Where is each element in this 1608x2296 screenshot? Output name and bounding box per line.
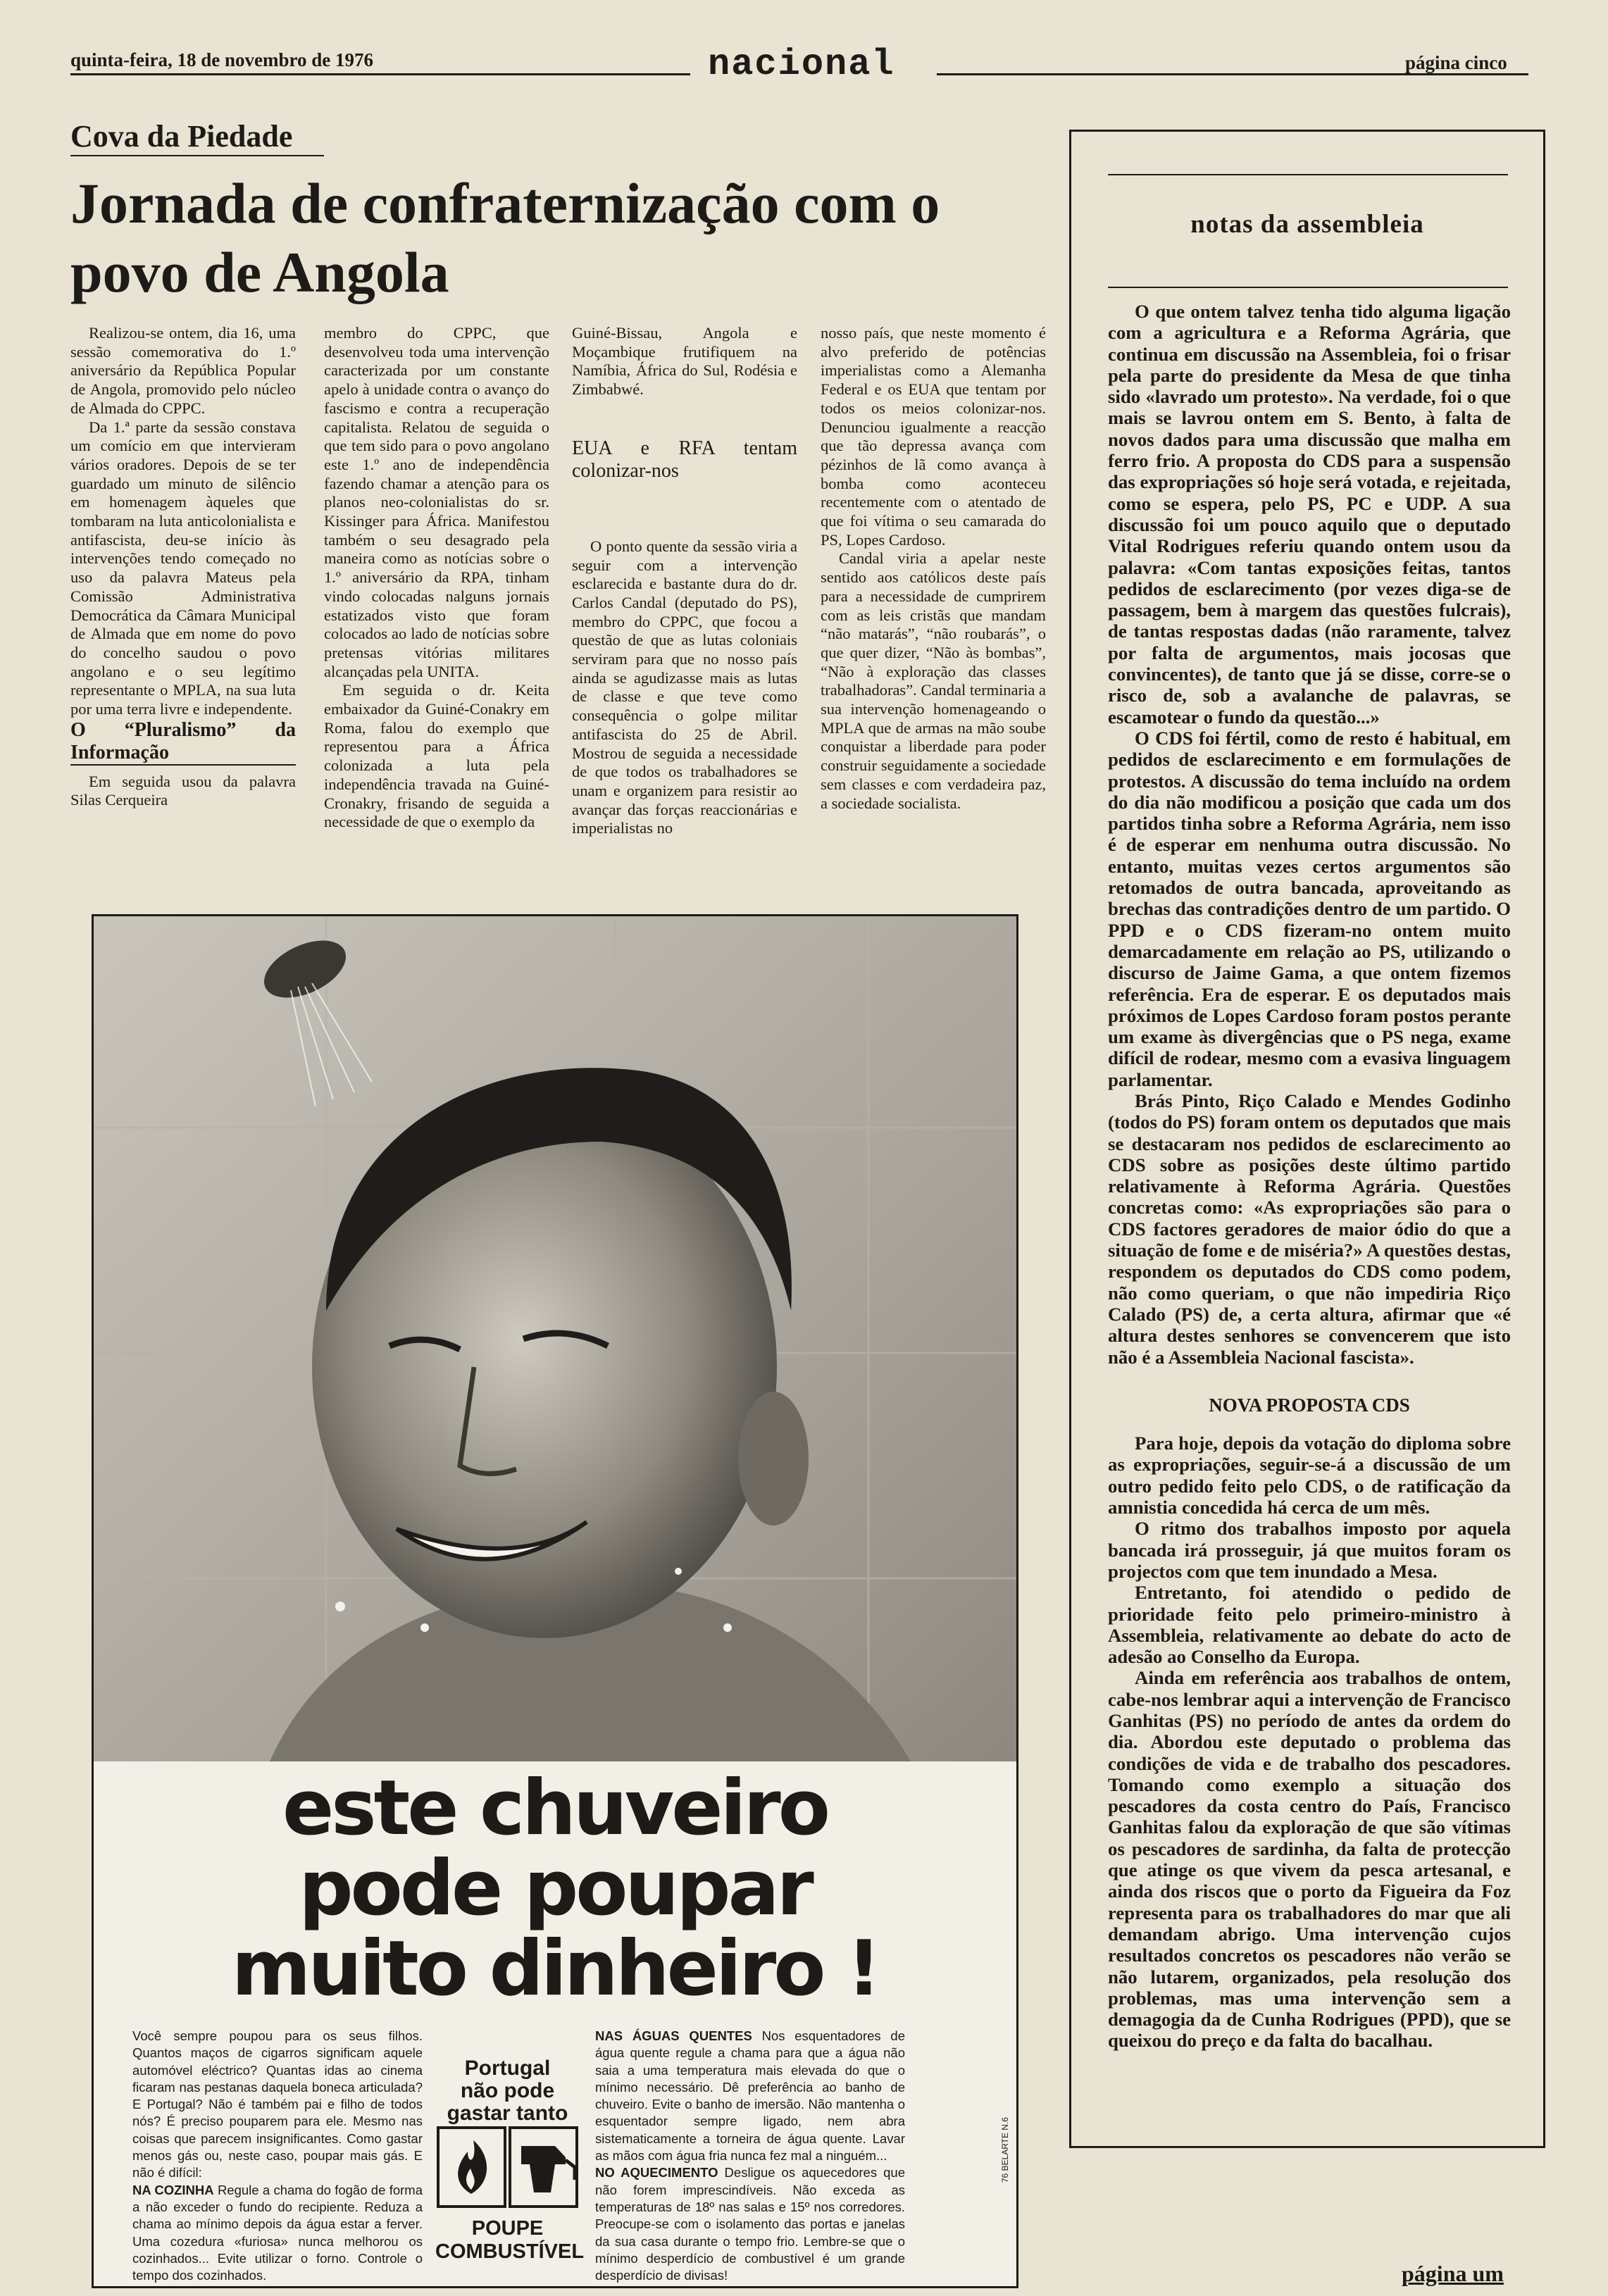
kicker-rule [70,155,324,156]
ad-tagline-1: Portugal [464,2057,551,2080]
sidebar-paragraph: Para hoje, depois da votação do diploma sobre as expropriações, seguir-se-á a discussão de um outro pedido feito pelo CDS, o de ratificação da amnistia concedida há cerca de um mês. [1108,1433,1511,1518]
ad-credit: 76 BELARTE N.6 [1000,2117,1010,2183]
article-subhead: O “Pluralismo” da Informação [70,718,296,763]
flame-and-nozzle-icon [435,2125,580,2209]
article-column-4 [821,324,1046,880]
sidebar-subtitle: NOVA PROPOSTA CDS [1209,1394,1410,1416]
article-column-3 [572,324,797,880]
article-subhead: EUA e RFA tentam colonizar-nos [572,437,797,482]
ad-headline-line: pode poupar [299,1845,811,1933]
sidebar-paragraph: O CDS foi fértil, como de resto é habitual, em pedidos de esclarecimento e em formulações de protestos. A discussão do tema incluído na ordem do dia não modificou a posição que cada um dos partidos tinha sobre a Reforma Agrária, nem isso é de esperar em nenhuma outra discussão. No entanto, muitas vezes certos argumentos são retomados de outra bancada, aproveitando as brechas das contradições dentro de um partido. O PPD e o CDS fizeram-no ontem muito demarcadamente em relação ao PS, utilizando o discurso de Jaime Gama, a que ontem fizemos referência. Era de esperar. E os deputados mais próximos de Lopes Cardoso foram postos perante um exame às divergências que o PS nega, exame difícil de rodear, mesmo com a evasiva linguagem parlamentar. [1108,727,1511,1090]
ad-paragraph: Regule a chama do fogão de forma a não exceder o fundo do recipiente. Reduza a chama ao mínimo depois da água estar a ferver. Uma cozedura «furiosa» nunca melhorou os cozinhados... Evite utilizar o forno. Controle o tempo dos cozinhados. [132,2182,423,2283]
ad-slogan: POUPE COMBUSTÍVEL [435,2217,585,2263]
ad-paragraph: Você sempre poupou para os seus filhos. Quantos maços de cigarros significam aquele automóvel eléctrico? Quantas idas ao cinema ficaram nas pestanas daquela boneca articulada? E Portugal? Não é também pai e filho de todos nós? É preciso pouparem para ele. Mesmo nas coisas que parecem insignificantes. Como gastar menos gás ou, neste caso, poupar mais gás. E não é difícil: [132,2028,423,2180]
sidebar-rule-mid [1108,287,1508,288]
ad-paragraph: Desligue os aquecedores que não forem imprescindíveis. Não exceda as temperaturas de 18º nas salas e 15º nos corredores. Preocupe-se com o isolamento das portas e janelas da sua casa durante o tempo frio. Lembre-se que o mínimo desperdício de combustível é um grande desperdício de divisas! [595,2165,905,2283]
sidebar-paragraph: O ritmo dos trabalhos imposto por aquela bancada irá prosseguir, já que muitos foram os projectos com que tem inundado a Mesa. [1108,1518,1511,1582]
ad-headline-line: muito dinheiro ! [231,1925,879,2013]
ad-paragraph: Nos esquentadores de água quente regule a chama para que a água não saia a uma temperatura mais elevada do que o mínimo necessário. Dê preferência ao banho de chuveiro. Evite o banho de imersão. Não mantenha o esquentador sempre ligado, nem abra sistematicamente a torneira de água quente. Lavar as mãos com água fria nunca fez mal a ninguém... [595,2028,905,2164]
sidebar-rule-top [1108,174,1508,175]
continued-page-ref: página um [1402,2261,1504,2286]
article-kicker: Cova da Piedade [70,119,293,154]
shower-man-photo [94,916,1016,1761]
article-paragraph: Realizou-se ontem, dia 16, uma sessão comemorativa do 1.º aniversário da República Popular de Angola, promovido pelo núcleo de Almada do CPPC. [70,324,296,417]
article-paragraph: nosso país, que neste momento é alvo preferido de potências imperialistas como a Alemanha Federal e os EUA que tentam por todos os meios colonizar-nos. Denunciou igualmente a reacção que tão depressa avança com pézinhos de lã como avança à bomba como aconteceu recentemente com o atentado de que foi vítima o seu camarada do PS, Lopes Cardoso. [821,324,1046,549]
article-paragraph: Em seguida o dr. Keita embaixador da Guiné-Conakry em Roma, falou do exemplo que representou para a África colonizada a luta pela independência travada na Guiné-Cronakry, frisando de seguida a necessidade de que o exemplo da [324,681,549,831]
sidebar-paragraph: Brás Pinto, Riço Calado e Mendes Godinho (todos do PS) foram ontem os deputados que mais se destacaram nos pedidos de esclarecimento ao CDS sobre as posições deste último partido relativamente à Reforma Agrária. Questões concretas como: «As expropriações são para o CDS factores geradores de maior ódio do que a situação de fome e de miséria?» A questões destas, respondem os deputados do CDS como podem, não como queriam, o que não impediria Riço Calado (PS) de, a certa altura, afirmar que «é altura destes senhores se convencerem que isto não é a Assembleia Nacional fascista». [1108,1090,1511,1368]
sidebar-paragraph: Entretanto, foi atendido o pedido de prioridade feito pelo primeiro-ministro à Assembleia, relativamente ao debate do acto de adesão ao Conselho da Europa. [1108,1582,1511,1668]
ad-subheading: NAS ÁGUAS QUENTES [595,2028,752,2043]
article-headline: Jornada de confraternização com o povo de Angola [70,171,940,304]
sidebar-title: notas da assembleia [1190,210,1424,239]
sidebar-paragraph: Ainda em referência aos trabalhos de ontem, cabe-nos lembrar aqui a intervenção de Francisco Ganhitas (PS) no período de antes da ordem do dia. Abordou este deputado o problema das condições de vida e de trabalho dos pescadores. Tomando como exemplo a situação dos pescadores da costa centro do País, Francisco Ganhitas falou da exploração de que são vítimas os pescadores de sardinha, da falta de protecção que atinge os que vivem da pesca artesanal, e ainda dos riscos que o porto da Figueira da Foz representa para os trabalhadores do mar que ali demandam abrigo. Uma intervenção cujos resultados concretos os pescadores não verão se não lutarem, organizados, pela resolução dos problemas, mas uma intervenção sem a demagogia da de Cunha Rodrigues (PPD), que se queixou do preço e da falta do bacalhau. [1108,1667,1511,2052]
article-paragraph: membro do CPPC, que desenvolveu toda uma intervenção caracterizada por um constante apelo à unidade contra o avanço do fascismo e contra a recuperação capitalista. Relatou de seguida o que tem sido para o povo angolano este 1.º ano de independência fazendo chamar a atenção para os planos neo-colonialistas do sr. Kissinger para África. Manifestou também o seu desagrado pela maneira como as notícias sobre o 1.º aniversário da RPA, tinham vindo colocadas nalguns jornais estatizados visto que foram colocados ao lado de notícias sobre pretensas vitórias militares alcançadas pela UNITA. [324,324,549,680]
masthead-rule-left [70,73,690,75]
article-column-1 [70,324,296,880]
article-paragraph: Guiné-Bissau, Angola e Moçambique frutifiquem na Namíbia, África do Sul, Rodésia e Zimbabwé. [572,324,797,399]
ad-subheading: NA COZINHA [132,2182,214,2197]
article-column-2 [324,324,549,880]
ad-subheading: NO AQUECIMENTO [595,2165,718,2180]
masthead-date: quinta-feira, 18 de novembro de 1976 [70,49,373,70]
ad-tagline-block [435,2057,585,2264]
sidebar-body [1108,301,1511,2052]
article-paragraph: O ponto quente da sessão viria a seguir com a intervenção esclarecida e bastante dura do dr. Carlos Candal (deputado do PS), membro do CPPC, que focou a questão de que as lutas coloniais serviram para que no nosso país ainda se agudizasse mais as lutas de classe e que teve como consequência o golpe militar antifascista do 25 de Abril. Mostrou de seguida a necessidade de que todos os trabalhadores se unam e organizem para resistir ao avançar das forças reaccionárias e imperialistas no [572,537,797,837]
ad-tagline-2: não pode gastar tanto [447,2079,568,2125]
ad-text-right [595,2028,905,2284]
shower-advertisement [92,914,1018,2288]
article-paragraph: Candal viria a apelar neste sentido aos católicos deste país para a necessidade de cumprirem com as leis cristãs que mandam “não matarás”, “não roubarás”, o que quer dizer, “Não às bombas”, “Não à exploração das classes trabalhadoras”. Candal terminaria a sua intervenção homenageando o MPLA que de armas na mão soube conquistar a liberdade para poder construir seguidamente a sociedade sem classes e com verdadeira paz, a sociedade socialista. [821,549,1046,812]
ad-headline [94,1764,1016,2013]
subhead-rule [70,764,296,766]
ad-text-left [132,2028,423,2284]
article-paragraph: Em seguida usou da palavra Silas Cerqueira [70,772,296,809]
sidebar-paragraph: O que ontem talvez tenha tido alguma ligação com a agricultura e a Reforma Agrária, que continua em discussão na Assembleia, foi o frisar pela parte do presidente da Mesa de que tinha sido «lavrado um protesto». Na verdade, foi o que mais se lavrou ontem em S. Bento, à falta de novos dados para uma discussão que malha em ferro frio. A proposta do CDS para a suspensão das expropriações só hoje será votada, e rejeitada, como se espera, pelo PS, PC e UDP. A sua discussão foi um pouco aquilo que o deputado Vital Rodrigues referiu quando ontem usou da palavra: «Com tantas exposições feitas, tantos pedidos de esclarecimento (por vezes diga-se de passagem, bem à margem das questões fulcrais), de tantas respostas dadas (não raramente, talvez por falta de argumentos, mais jocosas que convincentes), de tanto que já se disse, corre-se o risco de, sob a avalanche de palavras, se escamotear o fundo da questão...» [1108,301,1511,728]
page-number: página cinco [1405,52,1507,73]
section-title: nacional [708,44,895,85]
assembly-notes-box [1069,130,1545,2148]
article-paragraph: Da 1.ª parte da sessão constava um comício em que intervieram vários oradores. Depois de se ter guardado um minuto de silêncio em homenagem àqueles que tombaram na luta anticolonialista e antifascista, deu-se início às intervenções tendo começado no uso da palavra Mateus pela Comissão Administrativa Democrática da Câmara Municipal de Almada que em nome do povo do concelho saudou o povo angolano e o seu legítimo representante o MPLA, na sua luta por uma terra livre e independente. [70,418,296,718]
ad-headline-line: este chuveiro [282,1764,828,1852]
